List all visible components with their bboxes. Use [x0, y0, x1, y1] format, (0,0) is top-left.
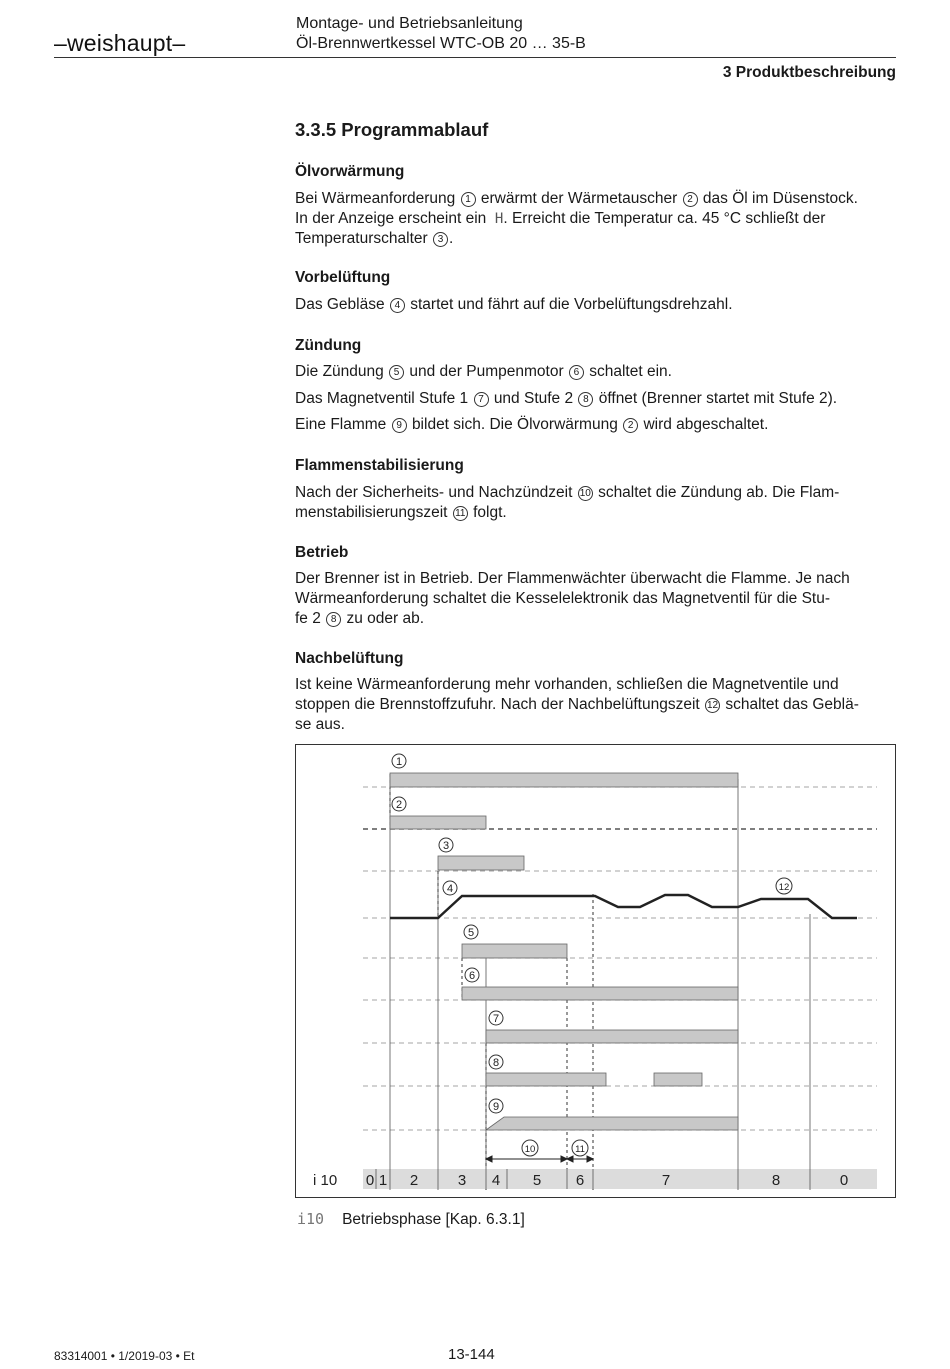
section-heading: 3.3.5 Programmablauf: [295, 119, 489, 140]
bar-waermeanforderung: [390, 773, 738, 787]
phase-number: 1: [378, 1172, 388, 1189]
phase-number: 7: [661, 1172, 671, 1189]
diagram-marker-5: [464, 925, 478, 939]
svg-text:1: 1: [395, 756, 403, 768]
text: startet und fährt auf die Vorbelüftungsdrehzahl.: [410, 296, 733, 313]
text: Eine Flamme: [295, 416, 387, 433]
brand-logo: –weishaupt–: [54, 30, 186, 56]
text: menstabilisierungszeit: [295, 504, 448, 521]
document-title-line1: Montage- und Betriebsanleitung: [296, 15, 523, 32]
svg-text:9: 9: [492, 1101, 500, 1113]
bar-magnetventil-2b: [654, 1073, 702, 1086]
caption-text: Betriebsphase [Kap. 6.3.1]: [342, 1211, 525, 1228]
phase-number: 5: [532, 1172, 542, 1189]
display-symbol: H: [494, 211, 504, 227]
text: bildet sich. Die Ölvorwärmung: [411, 416, 618, 433]
phase-number: 0: [365, 1172, 375, 1189]
svg-text:6: 6: [468, 970, 476, 982]
chapter-title: 3 Produktbeschreibung: [722, 64, 896, 81]
phase-number: 0: [839, 1172, 849, 1189]
text: erwärmt der Wärmetauscher: [480, 190, 678, 207]
text: schaltet die Zündung ab. Die Flam-: [598, 484, 840, 501]
program-sequence-diagram: [295, 744, 896, 1198]
subheading-zuendung: Zündung: [295, 337, 362, 354]
marker-7: 7: [474, 392, 489, 407]
phase-number: 6: [575, 1172, 585, 1189]
marker-9: 9: [392, 418, 407, 433]
diagram-marker-8: [489, 1055, 503, 1069]
text: Nach der Sicherheits- und Nachzündzeit: [295, 484, 573, 501]
text: In der Anzeige erscheint ein: [295, 210, 487, 227]
marker-8: 8: [326, 612, 341, 627]
subheading-vorbelueftung: Vorbelüftung: [295, 269, 391, 286]
subheading-nachbelueftung: Nachbelüftung: [295, 650, 404, 667]
bar-oelvorwaermung: [390, 816, 486, 829]
text: Ist keine Wärmeanforderung mehr vorhanden, schließen die Magnetventile und: [295, 676, 839, 693]
subheading-flammenstabilisierung: Flammenstabilisierung: [295, 457, 464, 474]
svg-text:2: 2: [395, 799, 403, 811]
phase-number: 4: [491, 1172, 501, 1189]
header-rule: [54, 57, 896, 58]
text: zu oder ab.: [346, 610, 425, 627]
text: stoppen die Brennstoffzufuhr. Nach der Nachbelüftungszeit: [295, 696, 700, 713]
paragraph-oelvorwaermung: [295, 189, 895, 249]
phase-number: 3: [457, 1172, 467, 1189]
document-number: 83314001 • 1/2019-03 • Et: [54, 1349, 195, 1363]
timing-diagram-svg: [295, 744, 896, 1198]
diagram-marker-2: [392, 797, 406, 811]
paragraph-betrieb: [295, 569, 895, 629]
diagram-marker-10: [522, 1140, 538, 1156]
text: Temperaturschalter: [295, 230, 428, 247]
svg-text:7: 7: [492, 1013, 500, 1025]
text: . Erreicht die Temperatur ca. 45 °C schließt der: [503, 210, 826, 227]
text: schaltet ein.: [589, 363, 672, 380]
svg-text:11: 11: [575, 1144, 585, 1155]
text: Das Gebläse: [295, 296, 385, 313]
text: öffnet (Brenner startet mit Stufe 2).: [598, 390, 838, 407]
phase-row-label: i 10: [313, 1172, 338, 1189]
bar-temperaturschalter: [438, 856, 524, 870]
page-number: 13-144: [448, 1346, 495, 1363]
paragraph-zuendung-1: [295, 362, 895, 382]
figure-caption: [297, 1210, 525, 1229]
phase-band: [363, 1169, 877, 1189]
diagram-marker-1: [392, 754, 406, 768]
paragraph-vorbelueftung: [295, 295, 895, 315]
diagram-marker-3: [439, 838, 453, 852]
paragraph-zuendung-2: [295, 389, 895, 409]
text: Das Magnetventil Stufe 1: [295, 390, 469, 407]
marker-5: 5: [389, 365, 404, 380]
text: Die Zündung: [295, 363, 384, 380]
paragraph-flammenstabilisierung: [295, 483, 895, 523]
marker-3: 3: [433, 232, 448, 247]
bar-magnetventil-1: [486, 1030, 738, 1043]
text: se aus.: [295, 716, 345, 733]
diagram-marker-6: [465, 968, 479, 982]
text: schaltet das Geblä-: [725, 696, 859, 713]
svg-text:4: 4: [446, 883, 454, 895]
marker-8: 8: [578, 392, 593, 407]
text: folgt.: [473, 504, 507, 521]
text: und der Pumpenmotor: [409, 363, 564, 380]
diagram-marker-9: [489, 1099, 503, 1113]
marker-12: 12: [706, 700, 719, 711]
bar-magnetventil-2a: [486, 1073, 606, 1086]
phase-number: 8: [771, 1172, 781, 1189]
marker-11: 11: [453, 506, 468, 521]
paragraph-nachbelueftung: [295, 675, 895, 735]
text: Bei Wärmeanforderung: [295, 190, 456, 207]
bar-flamme: [486, 1117, 738, 1130]
marker-2: 2: [623, 418, 638, 433]
marker-2: 2: [683, 192, 698, 207]
text: und Stufe 2: [493, 390, 574, 407]
diagram-marker-11: [572, 1140, 588, 1156]
paragraph-zuendung-3: [295, 415, 895, 435]
bar-pumpenmotor: [462, 987, 738, 1000]
svg-text:12: 12: [778, 882, 790, 893]
svg-text:3: 3: [442, 840, 450, 852]
svg-text:10: 10: [524, 1144, 536, 1155]
bar-zuendung: [462, 944, 567, 958]
marker-4: 4: [390, 298, 405, 313]
marker-10: 10: [579, 488, 591, 499]
text: das Öl im Düsenstock.: [702, 190, 858, 207]
phase-number: 2: [409, 1172, 419, 1189]
text: Wärmeanforderung schaltet die Kesselelektronik das Magnetventil für die Stu-: [295, 590, 831, 607]
text: wird abgeschaltet.: [643, 416, 769, 433]
svg-text:5: 5: [467, 927, 475, 939]
marker-6: 6: [569, 365, 584, 380]
subheading-betrieb: Betrieb: [295, 544, 349, 561]
diagram-marker-12: [776, 878, 792, 894]
diagram-marker-7: [489, 1011, 503, 1025]
subheading-oelvorwaermung: Ölvorwärmung: [295, 163, 405, 180]
caption-ref: i10: [297, 1210, 325, 1228]
document-title-line2: Öl-Brennwertkessel WTC-OB 20 … 35-B: [296, 35, 586, 52]
text: fe 2: [295, 610, 321, 627]
text: .: [448, 230, 454, 247]
diagram-marker-4: [443, 881, 457, 895]
marker-1: 1: [461, 192, 476, 207]
text: Der Brenner ist in Betrieb. Der Flammenwächter überwacht die Flamme. Je nach: [295, 570, 850, 587]
svg-text:8: 8: [492, 1057, 500, 1069]
